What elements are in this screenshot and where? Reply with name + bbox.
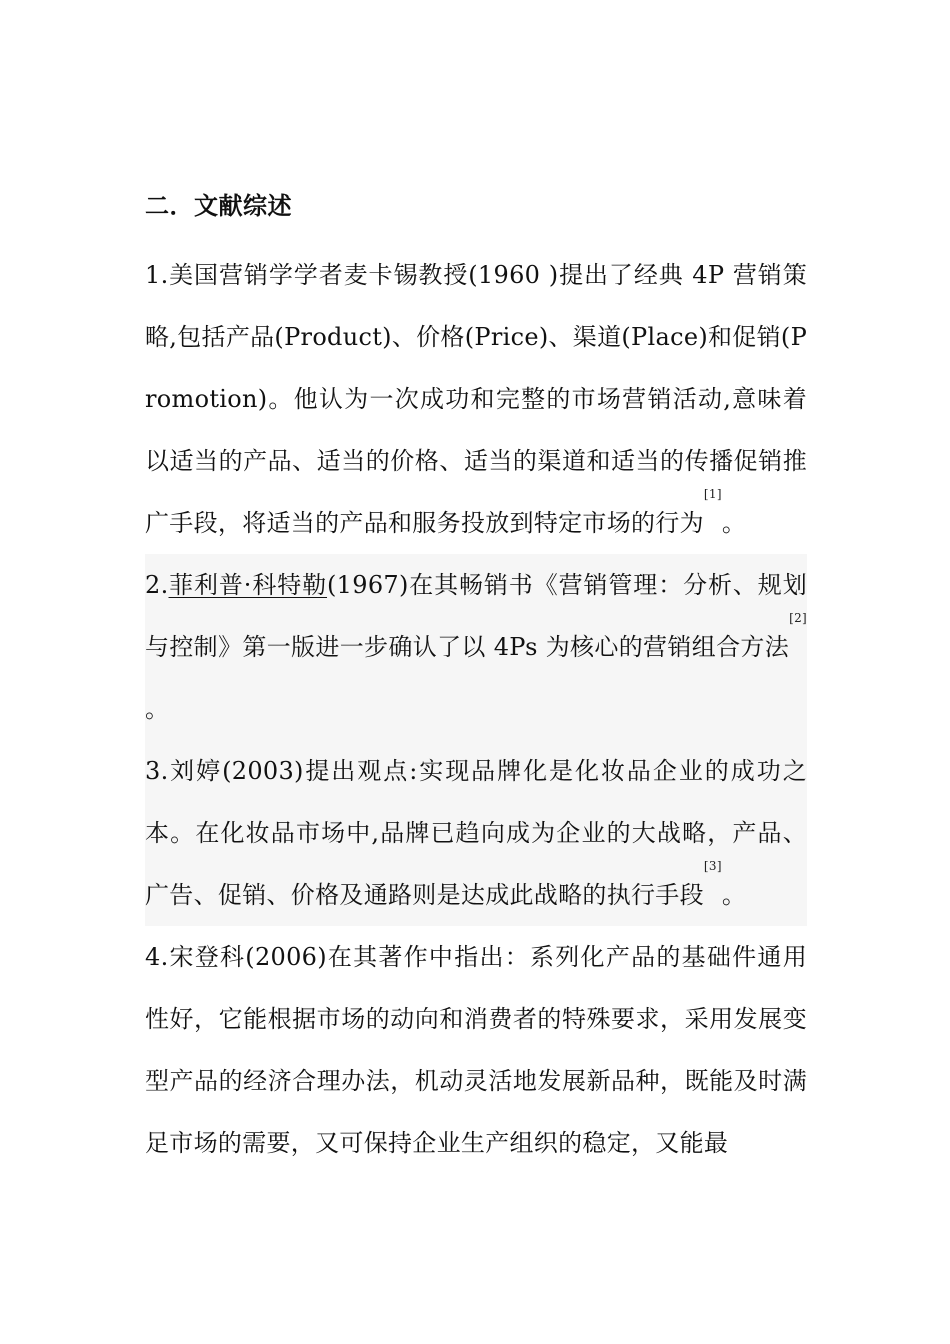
citation-2[interactable]: [2] (789, 611, 807, 625)
citation-3[interactable]: [3] (703, 859, 722, 873)
paragraph-1 (145, 244, 807, 554)
paragraph-1-text: 1.美国营销学学者麦卡锡教授(1960 )提出了经典 4P 营销策略,包括产品(Product)、价格(Price)、渠道(Place)和促销(Promotion)。他认为一次成功和完整的市场营销活动,意味着以适当的产品、适当的价格、适当的渠道和适当的传播促销推广手段，将适当的产品和服务投放到特定市场的行为 (145, 261, 808, 537)
paragraph-3-text: 3.刘婷(2003)提出观点:实现品牌化是化妆品企业的成功之本。在化妆品市场中,品牌已趋向成为企业的大战略，产品、广告、促销、价格及通路则是达成此战略的执行手段 (145, 757, 807, 909)
citation-1[interactable]: [1] (703, 487, 722, 501)
paragraph-2-text: (1967)在其畅销书《营销管理：分析、规划与控制》第一版进一步确认了以 4Ps 为核心的营销组合方法 (145, 571, 807, 661)
paragraph-3 (145, 740, 807, 926)
paragraph-2-tail: 。 (145, 695, 170, 723)
kotler-link[interactable]: 菲利普·科特勒 (168, 571, 328, 599)
paragraph-3-tail: 。 (721, 881, 747, 909)
paragraph-1-tail: 。 (721, 509, 747, 537)
paragraph-2 (145, 554, 807, 740)
paragraph-2-prefix: 2. (145, 571, 169, 599)
paragraph-4-text: 4.宋登科(2006)在其著作中指出：系列化产品的基础件通用性好，它能根据市场的动向和消费者的特殊要求，采用发展变型产品的经济合理办法，机动灵活地发展新品种，既能及时满足市场的需要，又可保持企业生产组织的稳定，又能最 (145, 943, 807, 1157)
section-heading: 二．文献综述 (145, 192, 292, 220)
literature-review-section (145, 186, 807, 1174)
paragraph-4 (145, 926, 807, 1174)
